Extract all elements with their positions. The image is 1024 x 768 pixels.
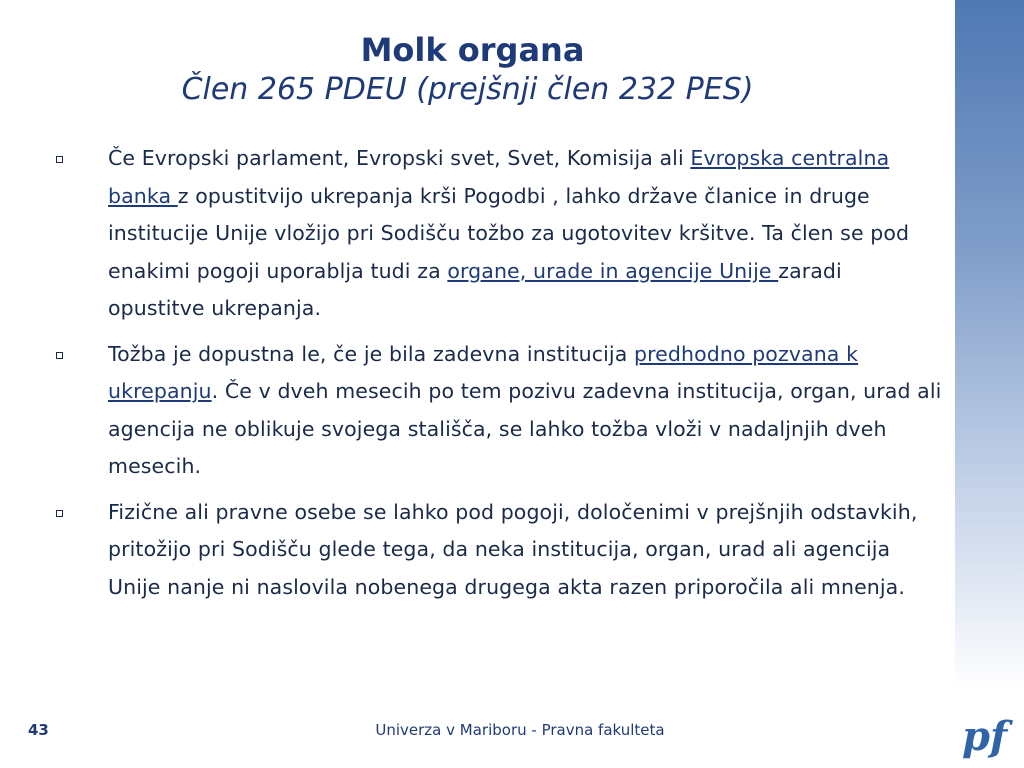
- bullet-text-part: . Če v dveh mesecih po tem pozivu zadevna institucija, organ, urad ali agencija ne oblikuje svojega stališča, se lahko tožba vloži v nadaljnjih dveh mesecih.: [108, 379, 942, 478]
- pf-logo-icon: [958, 708, 1016, 760]
- bullet-text-part: Če Evropski parlament, Evropski svet, Svet, Komisija ali: [108, 146, 691, 170]
- link-predhodno-pozvana[interactable]: predhodno pozvana k ukrepanju: [108, 341, 859, 403]
- bullet-text-part: Fizične ali pravne osebe se lahko pod pogoji, določenimi v prejšnjih odstavkih, pritožijo pri Sodišču glede tega, da neka institucija, organ, urad ali agencija Unije nanje ni naslovila nobenega drugega akta razen priporočila ali mnenja.: [108, 499, 918, 599]
- slide-title-block: [0, 30, 935, 110]
- square-bullet-icon: [56, 352, 63, 359]
- bullet-item-2: [50, 336, 945, 486]
- link-organi-uradi-agencije[interactable]: organe, urade in agencije Unije: [447, 258, 779, 283]
- bullet-text-part: z opustitvijo ukrepanja krši Pogodbi , lahko države članice in druge institucije Unije vložijo pri Sodišču tožbo za ugotovitev kršitve. Ta člen se pod enakimi pogoji uporablja tudi za: [108, 183, 910, 283]
- bullet-item-1: [50, 140, 945, 328]
- logo-text: pf: [962, 713, 1008, 760]
- slide-subtitle: Člen 265 PDEU (prejšnji člen 232 PES): [181, 72, 754, 107]
- bullet-text-part: zaradi opustitve ukrepanja.: [108, 258, 842, 320]
- slide-title: Molk organa: [360, 31, 585, 69]
- bullet-text: [108, 336, 945, 486]
- side-decor-band: [955, 0, 1024, 690]
- bullet-text: [108, 140, 945, 328]
- bullet-text: [108, 494, 945, 607]
- footer-institution: Univerza v Mariboru - Pravna fakulteta: [375, 721, 665, 739]
- bullet-item-3: [50, 494, 945, 607]
- square-bullet-icon: [56, 510, 63, 517]
- bullet-text-part: Tožba je dopustna le, če je bila zadevna institucija: [108, 341, 634, 366]
- page-number: 43: [28, 721, 49, 739]
- link-evropska-centralna-banka[interactable]: Evropska centralna banka: [108, 146, 890, 208]
- square-bullet-icon: [56, 156, 63, 163]
- bullet-list: [50, 140, 945, 614]
